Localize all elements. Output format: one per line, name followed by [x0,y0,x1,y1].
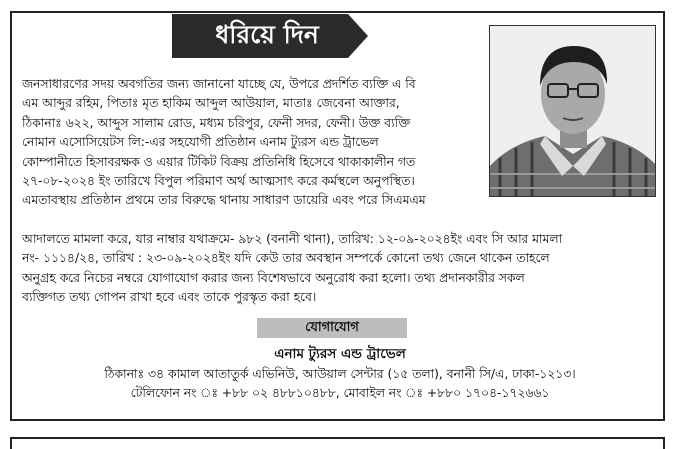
title-banner [172,14,368,58]
suspect-photo [489,25,656,197]
body-line: অনুগ্রহ করে নিচের নম্বরে যোগাযোগ করার জন্য বিশেষভাবে অনুরোধ করা হলো। তথ্য প্রদানকারীর সকল [22,270,525,285]
body-line: এমতাবস্থায় প্রতিষ্ঠান প্রথমে তার বিরুদ্ধে থানায় সাধারণ ডায়েরি এবং পরে সিএমএম [22,193,426,208]
contact-heading: যোগাযোগ [257,318,407,338]
notice-body-beside-photo [22,75,482,211]
body-line: এম আব্দুর রহিম, পিতাঃ মৃত হাকিম আব্দুল আউয়াল, মাতাঃ জেবেনা আক্তার, [22,96,400,111]
body-line: ব্যক্তিগত তথ্য গোপন রাখা হবে এবং তাকে পুরস্কৃত করা হবে। [22,290,317,305]
body-line: আদালতে মামলা করে, যার নাম্বার যথাক্রমে- ৯৮২ (বনানী থানা), তারিখ: ১২-০৯-২০২৪ইং এবং সি আর মামলা [22,232,563,246]
next-ad-frame [10,437,665,449]
body-line: কোম্পানীতে হিসাবরক্ষক ও এয়ার টিকিট বিক্রয় প্রতিনিধি হিসেবে থাকাকালীন গত [22,154,416,169]
body-line: নোমান এসোসিয়েটস লি:-এর সহযোগী প্রতিষ্ঠান এনাম ট্যুরস এন্ড ট্রাভেল [22,135,379,150]
body-line: নং- ১১১৪/২৪, তারিখ : ২৩-০৯-২০২৪ইং যদি কেউ তার অবস্থান সম্পর্কে কোনো তথ্য জেনে থাকেন তাহলে [22,251,550,266]
company-address: ঠিকানাঃ ৩৪ কামাল আতাতুর্ক এভিনিউ, আউয়াল সেন্টার (১৫ তলা), বনানী সি/এ, ঢাকা-১২১৩। [104,367,576,381]
company-name: এনাম ট্যুরস এন্ড ট্রাভেল [274,346,406,362]
body-line: ২৭-০৮-২০২৪ ইং তারিখে বিপুল পরিমাণ অর্থ আত্মসাৎ করে কর্মস্থলে অনুপস্থিত। [22,174,415,189]
body-line: জনসাধারণের সদয় অবগতির জন্য জানানো যাচ্ছে যে, উপরে প্রদর্শিত ব্যক্তি এ বি [22,77,416,91]
notice-title: ধরিয়ে দিন [215,19,319,49]
notice-body-full-width [22,230,658,308]
contact-phone: টেলিফোন নং ঃ +৮৮ ০২ ৪৮৮১০৪৮৮, মোবাইল নং ঃ +৮৮০ ১৭০৪-১৭২৬৬১ [130,386,550,400]
body-line: ঠিকানাঃ ৬২২, আব্দুস সালাম রোড, মধ্যম চরিপুর, ফেনী সদর, ফেনী। উক্ত ব্যক্তি [22,115,411,130]
